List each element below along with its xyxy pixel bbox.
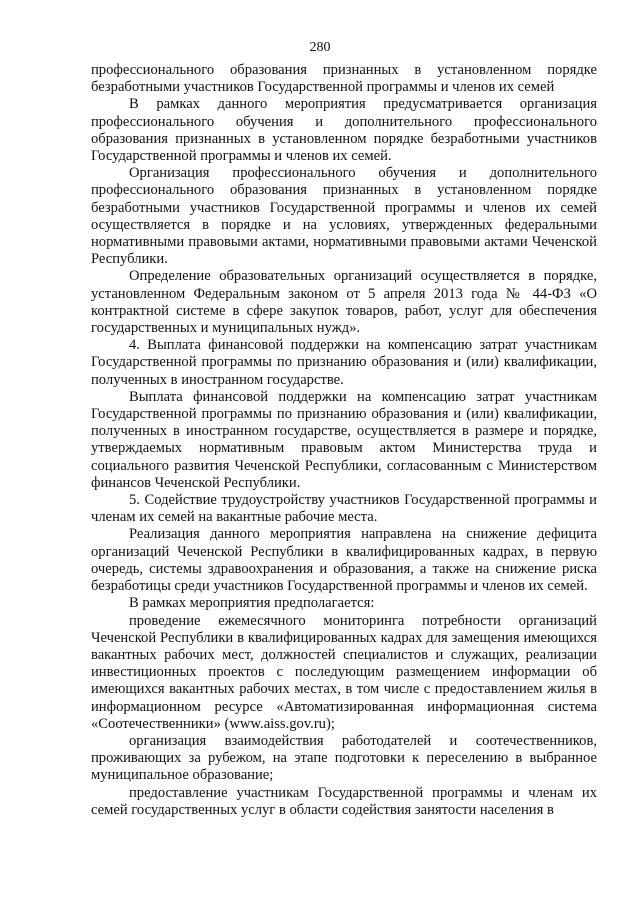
- paragraph-12: предоставление участникам Государственной программы и членам их семей государственных услуг в области содействия занятости населения в: [91, 784, 597, 818]
- paragraph-9: В рамках мероприятия предполагается:: [129, 595, 375, 612]
- paragraph-5: 4. Выплата финансовой поддержки на компенсацию затрат участникам Государственной программы по признанию образования и (или) квалификации, полученных в иностранном государстве.: [91, 337, 597, 388]
- paragraph-4: Определение образовательных организаций осуществляется в порядке, установленном Федеральным законом от 5 апреля 2013 года № 44-ФЗ «О контрактной системе в сфере закупок товаров, работ, услуг для обеспечения государственных и муниципальных нужд».: [91, 268, 597, 337]
- paragraph-8: Реализация данного мероприятия направлена на снижение дефицита организаций Чеченской Республики в квалифицированных кадрах, в первую очередь, системы здравоохранения и образования, а также на снижение риска безработицы среди участников Государственной программы и членов их семей.: [91, 526, 597, 595]
- page-number: 280: [309, 40, 331, 55]
- body-text: [91, 62, 597, 819]
- paragraph-6: Выплата финансовой поддержки на компенсацию затрат участникам Государственной программы по признанию образования и (или) квалификации, полученных в иностранном государстве, осуществляется в размере и порядке, утверждаемых нормативным правовым актом Министерства труда и социального развития Чеченской Республики, согласованным с Министерством финансов Чеченской Республики.: [91, 388, 597, 491]
- paragraph-11: организация взаимодействия работодателей и соотечественников, проживающих за рубежом, на этапе подготовки к переселению в выбранное муниципальное образование;: [91, 732, 597, 784]
- paragraph-2: В рамках данного мероприятия предусматривается организация профессионального обучения и дополнительного профессионального образования признанных в установленном порядке безработными участников Государственной программы и членов их семей.: [91, 96, 597, 165]
- paragraph-3: Организация профессионального обучения и дополнительного профессионального образования признанных в установленном порядке безработными участников Государственной программы и членов их семей осуществляется в порядке и на условиях, утвержденных федеральными нормативными правовыми актами, нормативными правовыми актами Чеченской Республики.: [91, 165, 597, 268]
- paragraph-1: профессионального образования признанных в установленном порядке безработными участников Государственной программы и членов их семей: [91, 62, 597, 96]
- paragraph-7: 5. Содействие трудоустройству участников Государственной программы и членам их семей на вакантные рабочие места.: [91, 492, 597, 526]
- paragraph-10: проведение ежемесячного мониторинга потребности организаций Чеченской Республики в квалифицированных кадрах для замещения имеющихся вакантных рабочих мест, должностей специалистов и служащих, реализации инвестиционных проектов с последующим размещением информации об имеющихся вакантных рабочих местах, в том числе с предоставлением жилья в информационном ресурсе «Автоматизированная информационная система «Соотечественники» (www.aiss.gov.ru);: [91, 612, 597, 732]
